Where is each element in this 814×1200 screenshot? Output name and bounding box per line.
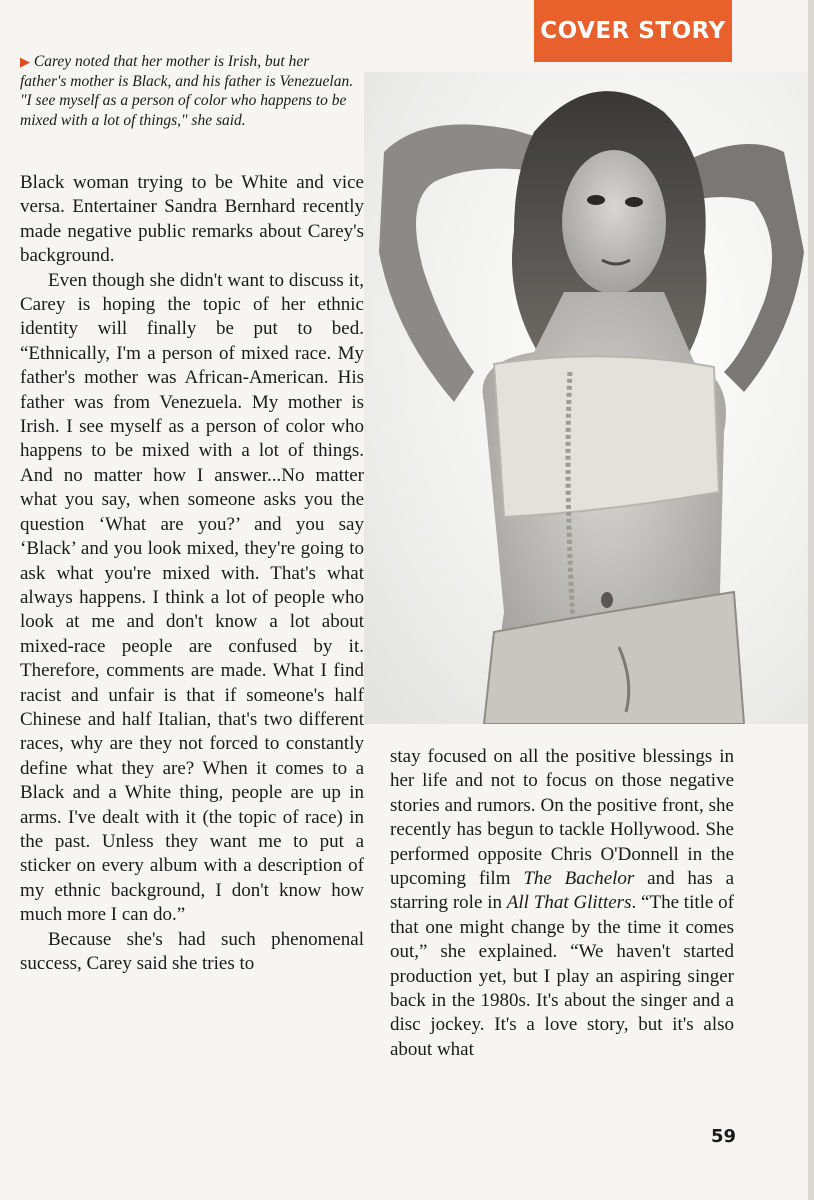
text-run: and has a starring role in xyxy=(390,868,734,914)
photo-caption xyxy=(20,52,356,130)
section-tab xyxy=(534,0,732,62)
caption-arrow-icon: ▶ xyxy=(20,54,30,69)
paragraph xyxy=(390,745,734,1062)
caption-text: Carey noted that her mother is Irish, but her father's mother is Black, and his father is Venezuelan. "I see myself as a person of color who happens to be mixed with a lot of things," she said. xyxy=(20,53,354,129)
page-number: 59 xyxy=(711,1126,737,1147)
paragraph: Because she's had such phenomenal success, Carey said she tries to xyxy=(20,928,364,974)
film-title: All That Glitters xyxy=(506,892,632,914)
text-run: stay focused on all the positive blessings in her life and not to focus on those negative stories and rumors. On the positive front, she recently has begun to tackle Hollywood. She performed opposite Chris O'Donnell in the upcoming film xyxy=(390,746,734,890)
page-edge xyxy=(808,0,814,1200)
right-column xyxy=(390,745,734,1062)
film-title: The Bachelor xyxy=(523,868,635,890)
portrait-photo-icon xyxy=(364,72,808,724)
text-run: . “The title of that one might change by the time it comes out,” she explained. “We haven't started production yet, but I play an aspiring singer back in the 1980s. It's about the singer and a disc jockey. It's a love story, but it's also about what xyxy=(390,892,734,1060)
paragraph: Black woman trying to be White and vice versa. Entertainer Sandra Bernhard recently made negative public remarks about Carey's background. xyxy=(20,172,364,267)
cover-photo xyxy=(364,72,808,724)
paragraph: Even though she didn't want to discuss it, Carey is hoping the topic of her ethnic identity will finally be put to bed. “Ethnically, I'm a person of mixed race. My father's mother was African-American. His father was from Venezuela. My mother is Irish. I see myself as a person of color who happens to be mixed with a lot of things. And no matter how I answer...No matter what you say, when someone asks you the question ‘What are you?’ and you say ‘Black’ and you look mixed, they're going to ask what you're mixed with. That's what always happens. I think a lot of people who look at me and don't know a lot about mixed-race people are confused by it. Therefore, comments are made. What I find racist and unfair is that if someone's half Chinese and half Italian, that's two different races, why are they not forced to constantly define what they are? When it comes to a Black and a White thing, people are up in arms. I've dealt with it (the topic of race) in the past. Unless they want me to put a sticker on every album with a description of my ethnic background, I don't know how much more I can do.” xyxy=(20,269,364,926)
section-tab-label: COVER STORY xyxy=(540,18,726,44)
left-column xyxy=(20,171,364,976)
